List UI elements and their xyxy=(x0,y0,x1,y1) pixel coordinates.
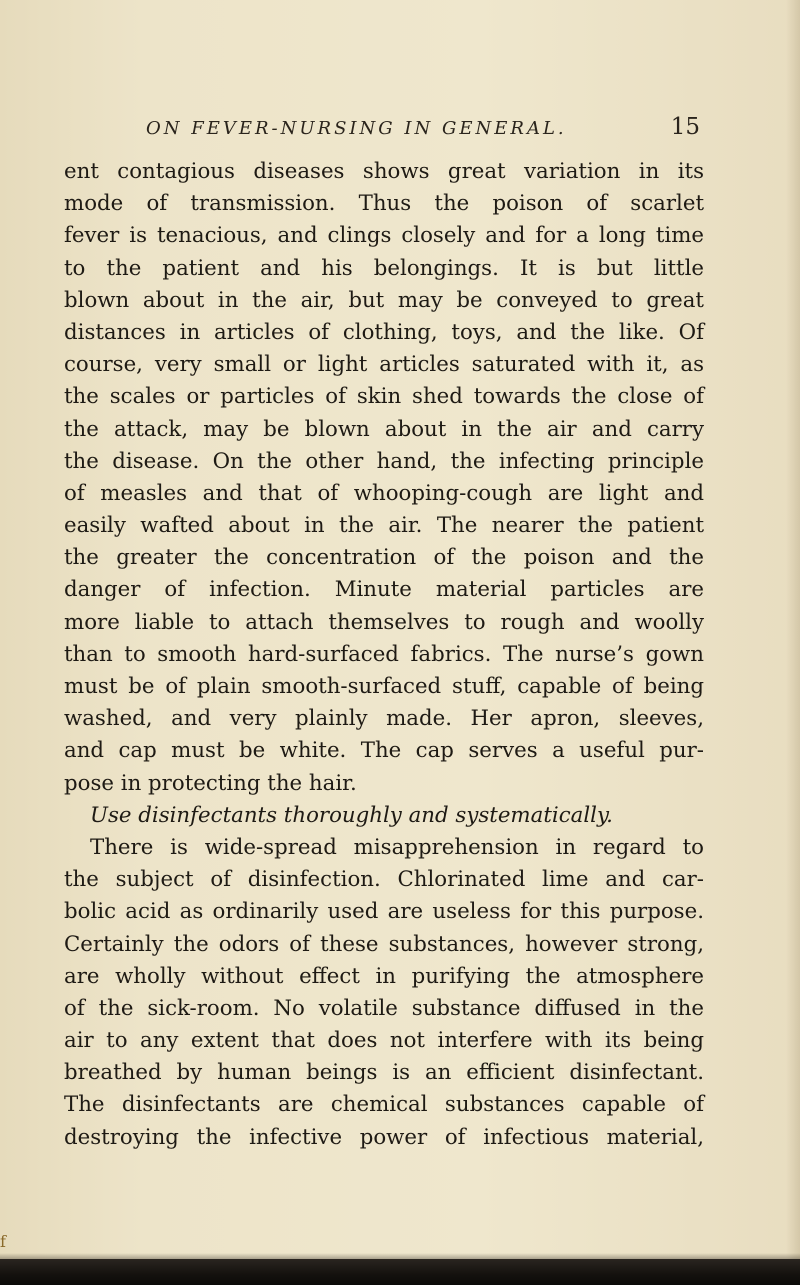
body-text xyxy=(64,156,704,1154)
text-line: to the patient and his belongings. It is but little xyxy=(64,255,704,281)
text-line: Certainly the odors of these substances, however strong, xyxy=(64,931,704,957)
text-line: the subject of disinfection. Chlorinated lime and car- xyxy=(64,867,704,893)
text-line: course, very small or light articles saturated with it, as xyxy=(64,352,704,378)
text-line: bolic acid as ordinarily used are useless for this purpose. xyxy=(64,899,704,925)
text-line: ent contagious diseases shows great variation in its xyxy=(64,159,704,184)
text-line: breathed by human beings is an efficient disinfectant. xyxy=(64,1060,704,1086)
text-line: destroying the infective power of infectious material, xyxy=(64,1124,704,1150)
text-line: the greater the concentration of the poison and the xyxy=(64,545,704,571)
text-line: of the sick-room. No volatile substance diffused in the xyxy=(64,995,704,1021)
text-line: There is wide-spread misapprehension in regard to xyxy=(90,834,704,860)
text-line: the scales or particles of skin shed towards the close of xyxy=(64,384,704,410)
scan-bottom-edge xyxy=(0,1259,800,1285)
text-line: of measles and that of whooping-cough are light and xyxy=(64,480,704,506)
text-line: the attack, may be blown about in the air and carry xyxy=(64,416,704,442)
running-head: ON FEVER-NURSING IN GENERAL. xyxy=(146,118,567,139)
text-line: distances in articles of clothing, toys, and the like. Of xyxy=(64,319,704,345)
text-line: fever is tenacious, and clings closely and for a long time xyxy=(64,223,704,249)
text-line: The disinfectants are chemical substances capable of xyxy=(64,1092,704,1118)
italic-heading: Use disinfectants thoroughly and systematically. xyxy=(90,802,613,828)
text-line: blown about in the air, but may be conveyed to great xyxy=(64,287,704,313)
text-line: must be of plain smooth-surfaced stuff, capable of being xyxy=(64,674,704,699)
page-header xyxy=(64,114,724,148)
margin-mark: f xyxy=(0,1232,6,1251)
text-line: than to smooth hard-surfaced fabrics. The nurse’s gown xyxy=(64,641,704,667)
text-line: more liable to attach themselves to rough and woolly xyxy=(64,609,704,635)
page-number: 15 xyxy=(670,114,700,140)
text-line: air to any extent that does not interfere with its being xyxy=(64,1028,704,1054)
text-line: pose in protecting the hair. xyxy=(64,770,357,796)
text-line: washed, and very plainly made. Her apron, sleeves, xyxy=(64,706,704,732)
text-line: danger of infection. Minute material particles are xyxy=(64,577,704,603)
text-line: easily wafted about in the air. The nearer the patient xyxy=(64,513,704,539)
text-line: mode of transmission. Thus the poison of scarlet xyxy=(64,191,704,217)
page-edge-shadow xyxy=(786,0,800,1285)
text-line: the disease. On the other hand, the infecting principle xyxy=(64,448,704,474)
text-line: and cap must be white. The cap serves a useful pur- xyxy=(64,738,704,764)
text-line: are wholly without effect in purifying the atmosphere xyxy=(64,963,704,989)
